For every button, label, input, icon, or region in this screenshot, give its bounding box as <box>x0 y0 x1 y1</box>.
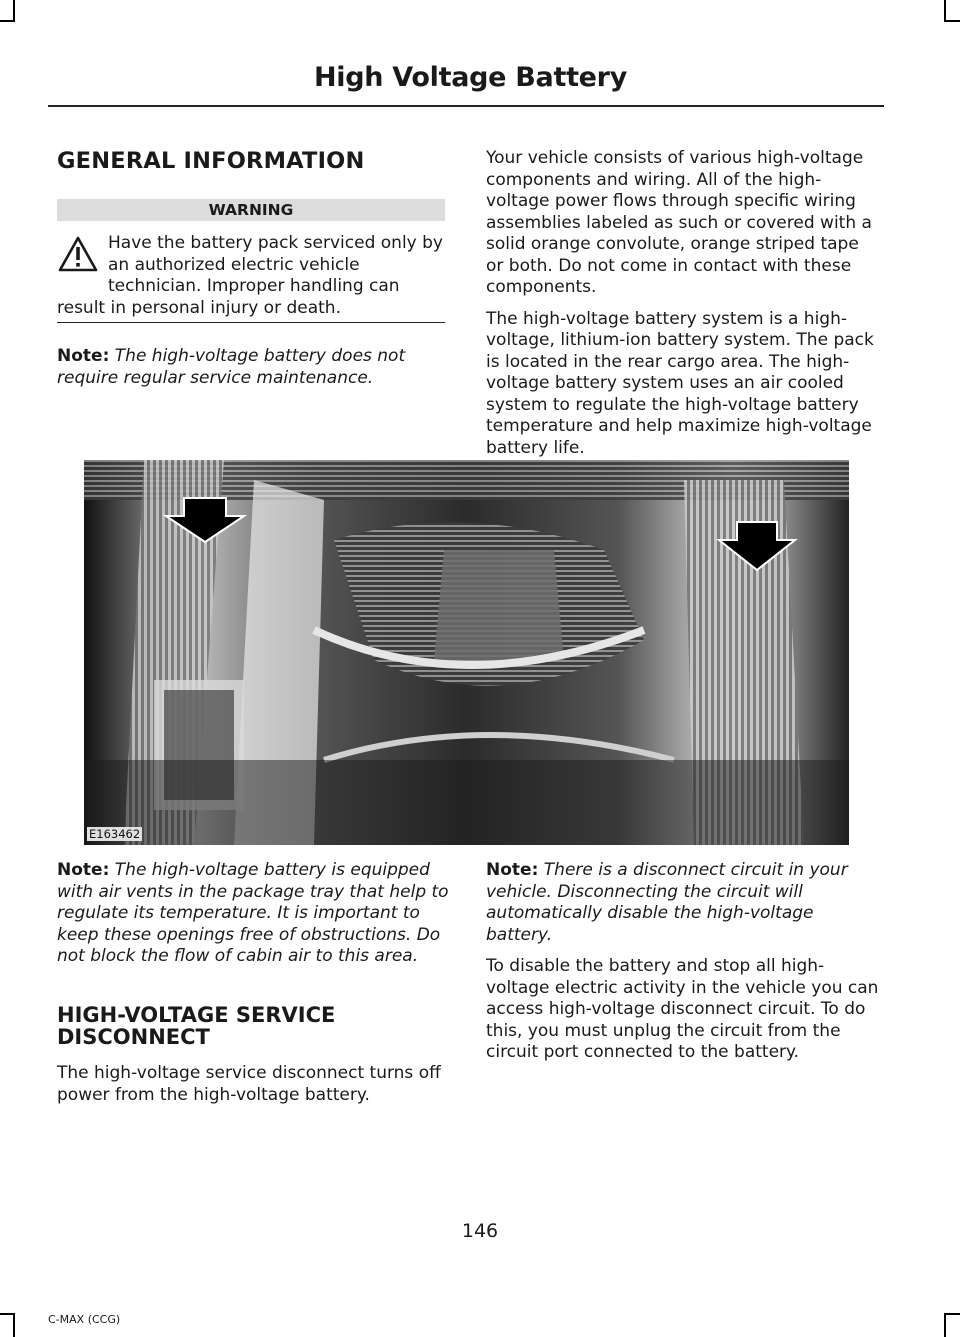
crop-mark-tr-v <box>944 0 946 22</box>
note-label: Note: <box>57 346 110 366</box>
battery-location-image <box>84 460 849 845</box>
note-label: Note: <box>57 860 110 880</box>
note-air-vents <box>57 860 450 968</box>
note-text: The high-voltage battery does not require regular service maintenance. <box>57 346 406 388</box>
crop-mark-tl-v <box>13 0 15 22</box>
paragraph-battery-system: The high-voltage battery system is a high-voltage, lithium-ion battery system. The pack is located in the rear cargo area. The high-voltage battery system uses an air cooled system to regulate the high-voltage battery temperature and help maximize high-voltage battery life. <box>486 308 874 458</box>
crop-mark-tl-h <box>0 20 15 22</box>
right-column-text <box>486 148 881 469</box>
paragraph-service-disconnect <box>57 1063 450 1106</box>
note-label: Note: <box>486 860 539 880</box>
warning-rule <box>57 322 445 323</box>
footer-model: C-MAX (CCG) <box>48 1313 121 1326</box>
page-title: High Voltage Battery <box>313 62 627 93</box>
note-text: The high-voltage battery is equipped with air vents in the package tray that help to regulate its temperature. It is important to keep these openings free of obstructions. Do not block the flow of cabin air to this area. <box>57 860 449 966</box>
paragraph-components: Your vehicle consists of various high-voltage components and wiring. All of the high-voltage power flows through specific wiring assemblies labeled as such or covered with a solid orange convolute, orange striped tape or both. Do not come in contact with these components. <box>486 148 872 297</box>
section-heading-general: GENERAL INFORMATION <box>57 148 365 174</box>
crop-mark-bl-v <box>13 1313 15 1337</box>
section-heading-service-disconnect: HIGH-VOLTAGE SERVICE DISCONNECT <box>57 1003 336 1049</box>
page-number: 146 <box>461 1220 499 1242</box>
crop-mark-br-v <box>944 1313 946 1337</box>
right-lower-column <box>486 860 881 1074</box>
note-battery-maintenance <box>57 346 449 389</box>
warning-text <box>57 233 447 319</box>
figure-code: E163462 <box>89 827 141 841</box>
paragraph-disable-battery: To disable the battery and stop all high-voltage electric activity in the vehicle you can access high-voltage disconnect circuit. To do this, you must unplug the circuit from the circuit port connected to the battery. <box>486 956 879 1062</box>
crop-mark-bl-h <box>0 1313 15 1315</box>
warning-text-line2: result in personal injury or death. <box>57 297 341 318</box>
service-disconnect-text: The high-voltage service disconnect turns off power from the high-voltage battery. <box>57 1063 441 1105</box>
note-text: There is a disconnect circuit in your vehicle. Disconnecting the circuit will automatically disable the high-voltage battery. <box>486 860 848 945</box>
header-rule <box>48 105 884 107</box>
warning-text-line1: Have the battery pack serviced only by an authorized electric vehicle technician. Improper handling can <box>108 233 443 296</box>
crop-mark-tr-h <box>944 20 960 22</box>
crop-mark-br-h <box>944 1313 960 1315</box>
warning-label: WARNING <box>57 199 445 221</box>
cargo-area-illustration <box>84 460 849 845</box>
